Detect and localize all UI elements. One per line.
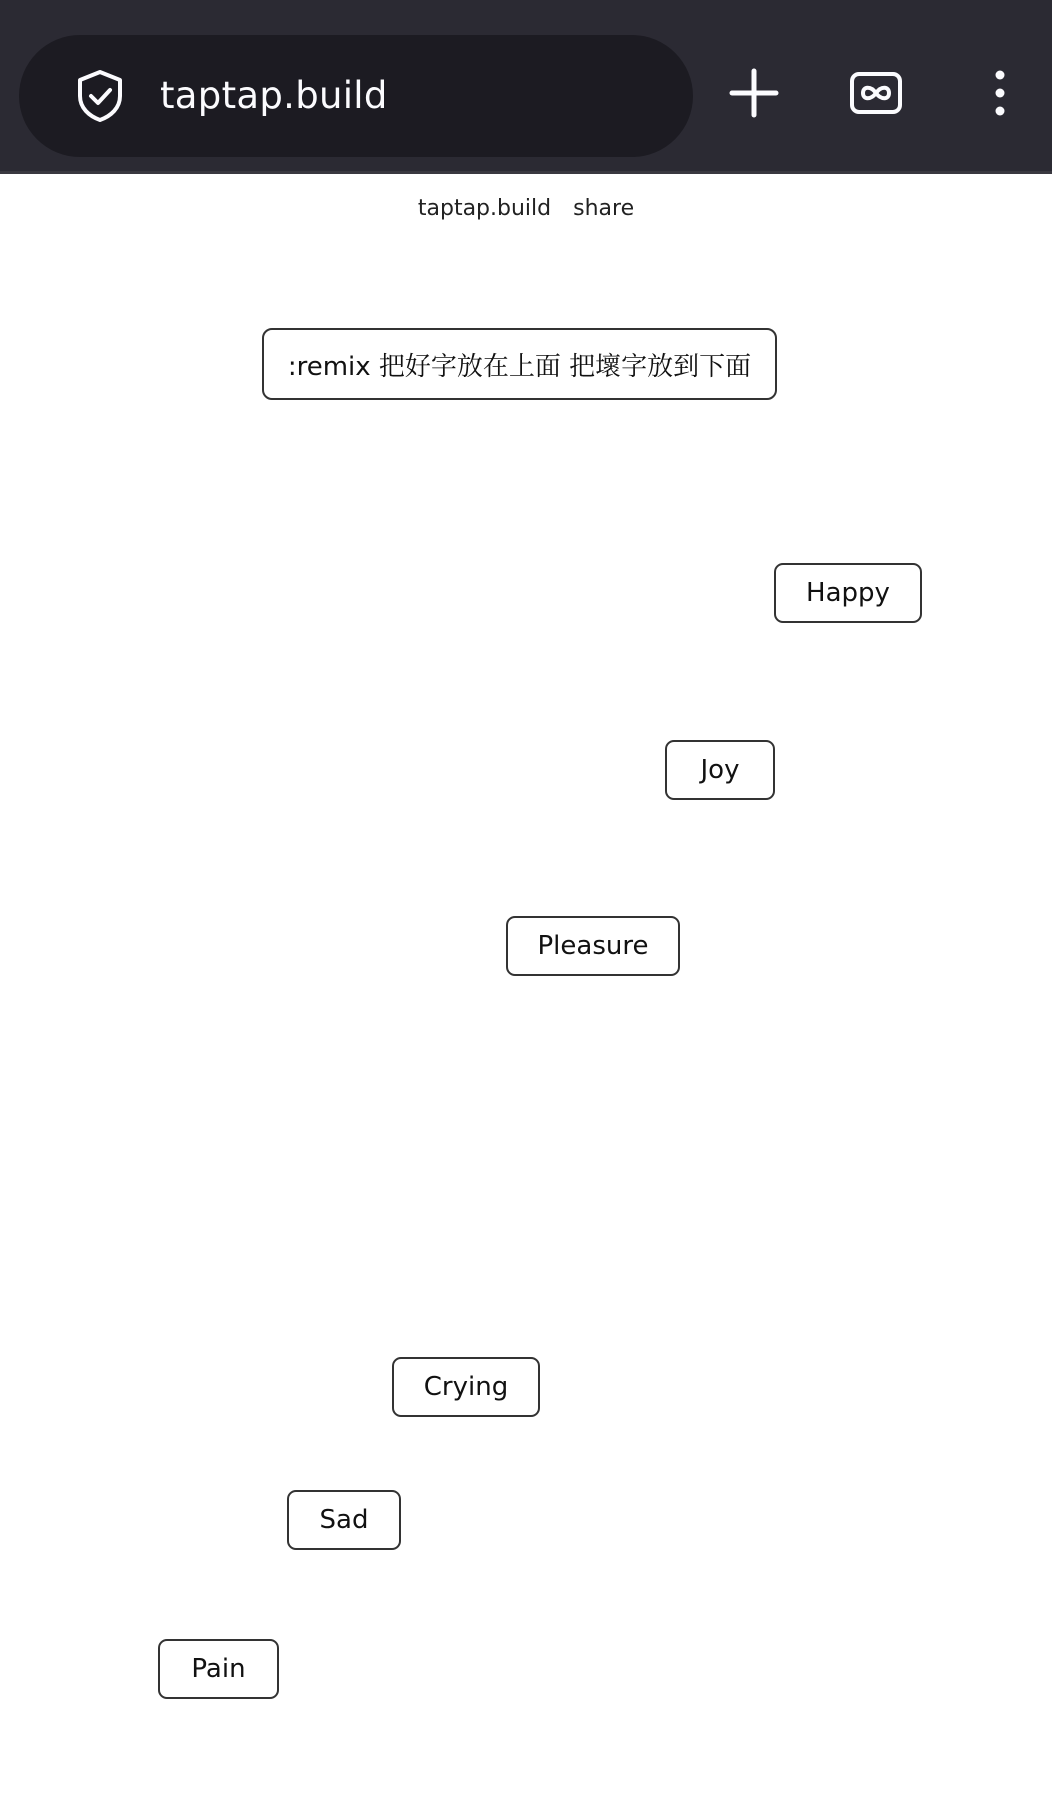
- page-header: [0, 196, 1052, 221]
- url-text[interactable]: taptap.build: [160, 74, 388, 117]
- kebab-menu-icon: [993, 68, 1007, 122]
- shield-check-icon[interactable]: [74, 69, 126, 123]
- url-bar[interactable]: [19, 35, 693, 157]
- private-browsing-button[interactable]: [841, 60, 911, 130]
- new-tab-button[interactable]: [719, 60, 789, 130]
- remix-prompt-box[interactable]: :remix 把好字放在上面 把壞字放到下面: [262, 328, 777, 400]
- word-chip-crying[interactable]: Crying: [392, 1357, 540, 1417]
- share-link[interactable]: share: [573, 196, 635, 221]
- word-chip-sad[interactable]: Sad: [287, 1490, 401, 1550]
- menu-button[interactable]: [965, 60, 1035, 130]
- browser-toolbar: [0, 0, 1052, 174]
- word-chip-joy[interactable]: Joy: [665, 740, 775, 800]
- word-chip-pain[interactable]: Pain: [158, 1639, 279, 1699]
- word-chip-happy[interactable]: Happy: [774, 563, 922, 623]
- plus-icon: [729, 68, 779, 122]
- word-chip-pleasure[interactable]: Pleasure: [506, 916, 680, 976]
- site-link[interactable]: taptap.build: [417, 196, 552, 221]
- private-mask-icon: [849, 71, 903, 119]
